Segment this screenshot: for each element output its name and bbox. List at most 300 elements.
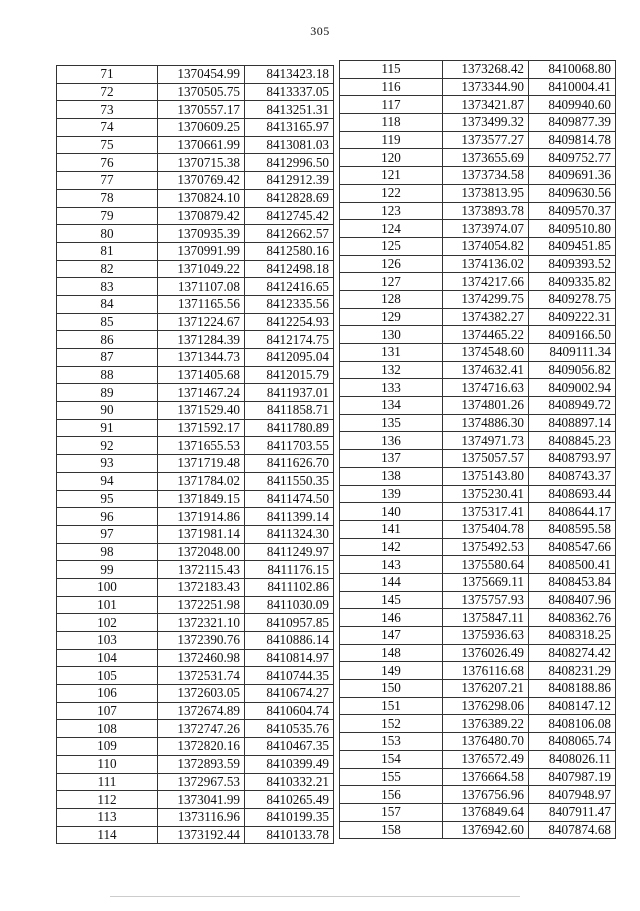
point-number-cell: 87 <box>57 349 158 367</box>
y-coordinate-cell: 8413081.03 <box>245 136 334 154</box>
y-coordinate-cell: 8410133.78 <box>245 826 334 844</box>
table-row <box>340 750 616 768</box>
table-row <box>340 733 616 751</box>
table-row <box>57 525 334 543</box>
point-number-cell: 89 <box>57 384 158 402</box>
point-number-cell: 136 <box>340 432 443 450</box>
table-row <box>340 768 616 786</box>
point-number-cell: 151 <box>340 697 443 715</box>
table-row <box>340 556 616 574</box>
coordinates-table-left-body <box>57 66 334 844</box>
y-coordinate-cell: 8412498.18 <box>245 260 334 278</box>
y-coordinate-cell: 8412335.56 <box>245 295 334 313</box>
point-number-cell: 73 <box>57 101 158 119</box>
x-coordinate-cell: 1371914.86 <box>158 508 245 526</box>
table-row <box>340 715 616 733</box>
scan-artifact-line <box>110 896 520 897</box>
y-coordinate-cell: 8410265.49 <box>245 791 334 809</box>
point-number-cell: 137 <box>340 450 443 468</box>
x-coordinate-cell: 1375669.11 <box>443 573 529 591</box>
y-coordinate-cell: 8410199.35 <box>245 808 334 826</box>
x-coordinate-cell: 1370715.38 <box>158 154 245 172</box>
y-coordinate-cell: 8412095.04 <box>245 349 334 367</box>
table-row <box>340 503 616 521</box>
point-number-cell: 80 <box>57 225 158 243</box>
y-coordinate-cell: 8408318.25 <box>529 627 616 645</box>
table-row <box>340 96 616 114</box>
table-row <box>57 172 334 190</box>
y-coordinate-cell: 8411249.97 <box>245 543 334 561</box>
x-coordinate-cell: 1372048.00 <box>158 543 245 561</box>
point-number-cell: 154 <box>340 750 443 768</box>
point-number-cell: 141 <box>340 520 443 538</box>
y-coordinate-cell: 8408793.97 <box>529 450 616 468</box>
y-coordinate-cell: 8410744.35 <box>245 667 334 685</box>
x-coordinate-cell: 1376942.60 <box>443 821 529 839</box>
y-coordinate-cell: 8408595.58 <box>529 520 616 538</box>
table-row <box>340 131 616 149</box>
table-row <box>57 596 334 614</box>
point-number-cell: 142 <box>340 538 443 556</box>
y-coordinate-cell: 8408065.74 <box>529 733 616 751</box>
y-coordinate-cell: 8410004.41 <box>529 78 616 96</box>
y-coordinate-cell: 8408500.41 <box>529 556 616 574</box>
y-coordinate-cell: 8411030.09 <box>245 596 334 614</box>
y-coordinate-cell: 8408188.86 <box>529 680 616 698</box>
point-number-cell: 93 <box>57 455 158 473</box>
table-row <box>340 61 616 79</box>
point-number-cell: 133 <box>340 379 443 397</box>
point-number-cell: 125 <box>340 237 443 255</box>
point-number-cell: 76 <box>57 154 158 172</box>
table-row <box>57 278 334 296</box>
y-coordinate-cell: 8411858.71 <box>245 402 334 420</box>
x-coordinate-cell: 1374886.30 <box>443 414 529 432</box>
y-coordinate-cell: 8412416.65 <box>245 278 334 296</box>
table-row <box>340 627 616 645</box>
y-coordinate-cell: 8408026.11 <box>529 750 616 768</box>
x-coordinate-cell: 1374217.66 <box>443 273 529 291</box>
point-number-cell: 138 <box>340 467 443 485</box>
x-coordinate-cell: 1372747.26 <box>158 720 245 738</box>
table-row <box>57 685 334 703</box>
table-row <box>57 472 334 490</box>
x-coordinate-cell: 1374054.82 <box>443 237 529 255</box>
point-number-cell: 150 <box>340 680 443 698</box>
table-row <box>57 101 334 119</box>
table-row <box>340 114 616 132</box>
x-coordinate-cell: 1372820.16 <box>158 738 245 756</box>
y-coordinate-cell: 8412580.16 <box>245 242 334 260</box>
table-row <box>340 467 616 485</box>
point-number-cell: 103 <box>57 632 158 650</box>
y-coordinate-cell: 8408845.23 <box>529 432 616 450</box>
x-coordinate-cell: 1371655.53 <box>158 437 245 455</box>
y-coordinate-cell: 8412996.50 <box>245 154 334 172</box>
table-row <box>57 720 334 738</box>
x-coordinate-cell: 1374971.73 <box>443 432 529 450</box>
y-coordinate-cell: 8408644.17 <box>529 503 616 521</box>
x-coordinate-cell: 1370769.42 <box>158 172 245 190</box>
point-number-cell: 131 <box>340 344 443 362</box>
table-row <box>340 290 616 308</box>
table-row <box>57 649 334 667</box>
point-number-cell: 91 <box>57 419 158 437</box>
y-coordinate-cell: 8412745.42 <box>245 207 334 225</box>
y-coordinate-cell: 8410467.35 <box>245 738 334 756</box>
y-coordinate-cell: 8412828.69 <box>245 189 334 207</box>
point-number-cell: 121 <box>340 167 443 185</box>
y-coordinate-cell: 8413423.18 <box>245 66 334 84</box>
y-coordinate-cell: 8411102.86 <box>245 578 334 596</box>
x-coordinate-cell: 1371592.17 <box>158 419 245 437</box>
point-number-cell: 129 <box>340 308 443 326</box>
x-coordinate-cell: 1376298.06 <box>443 697 529 715</box>
point-number-cell: 75 <box>57 136 158 154</box>
point-number-cell: 110 <box>57 755 158 773</box>
y-coordinate-cell: 8409814.78 <box>529 131 616 149</box>
x-coordinate-cell: 1370557.17 <box>158 101 245 119</box>
x-coordinate-cell: 1373192.44 <box>158 826 245 844</box>
y-coordinate-cell: 8408949.72 <box>529 397 616 415</box>
table-row <box>340 397 616 415</box>
x-coordinate-cell: 1373577.27 <box>443 131 529 149</box>
table-row <box>340 432 616 450</box>
y-coordinate-cell: 8410814.97 <box>245 649 334 667</box>
x-coordinate-cell: 1370991.99 <box>158 242 245 260</box>
y-coordinate-cell: 8407987.19 <box>529 768 616 786</box>
x-coordinate-cell: 1372531.74 <box>158 667 245 685</box>
x-coordinate-cell: 1373268.42 <box>443 61 529 79</box>
y-coordinate-cell: 8408106.08 <box>529 715 616 733</box>
point-number-cell: 139 <box>340 485 443 503</box>
point-number-cell: 114 <box>57 826 158 844</box>
y-coordinate-cell: 8411474.50 <box>245 490 334 508</box>
y-coordinate-cell: 8409335.82 <box>529 273 616 291</box>
point-number-cell: 148 <box>340 644 443 662</box>
table-row <box>57 419 334 437</box>
y-coordinate-cell: 8407911.47 <box>529 803 616 821</box>
x-coordinate-cell: 1370609.25 <box>158 119 245 137</box>
point-number-cell: 120 <box>340 149 443 167</box>
x-coordinate-cell: 1372603.05 <box>158 685 245 703</box>
x-coordinate-cell: 1376480.70 <box>443 733 529 751</box>
x-coordinate-cell: 1371284.39 <box>158 331 245 349</box>
table-row <box>340 697 616 715</box>
x-coordinate-cell: 1374136.02 <box>443 255 529 273</box>
point-number-cell: 74 <box>57 119 158 137</box>
x-coordinate-cell: 1370454.99 <box>158 66 245 84</box>
point-number-cell: 134 <box>340 397 443 415</box>
point-number-cell: 130 <box>340 326 443 344</box>
y-coordinate-cell: 8409510.80 <box>529 220 616 238</box>
table-row <box>340 786 616 804</box>
table-row <box>57 136 334 154</box>
point-number-cell: 99 <box>57 561 158 579</box>
table-row <box>340 680 616 698</box>
x-coordinate-cell: 1374632.41 <box>443 361 529 379</box>
point-number-cell: 118 <box>340 114 443 132</box>
table-row <box>340 326 616 344</box>
y-coordinate-cell: 8408693.44 <box>529 485 616 503</box>
x-coordinate-cell: 1374299.75 <box>443 290 529 308</box>
y-coordinate-cell: 8412662.57 <box>245 225 334 243</box>
y-coordinate-cell: 8411176.15 <box>245 561 334 579</box>
y-coordinate-cell: 8412174.75 <box>245 331 334 349</box>
x-coordinate-cell: 1376116.68 <box>443 662 529 680</box>
table-row <box>340 591 616 609</box>
point-number-cell: 115 <box>340 61 443 79</box>
table-row <box>57 543 334 561</box>
point-number-cell: 107 <box>57 702 158 720</box>
x-coordinate-cell: 1373421.87 <box>443 96 529 114</box>
x-coordinate-cell: 1372115.43 <box>158 561 245 579</box>
x-coordinate-cell: 1376756.96 <box>443 786 529 804</box>
table-row <box>57 402 334 420</box>
y-coordinate-cell: 8409278.75 <box>529 290 616 308</box>
y-coordinate-cell: 8409570.37 <box>529 202 616 220</box>
point-number-cell: 113 <box>57 808 158 826</box>
x-coordinate-cell: 1370879.42 <box>158 207 245 225</box>
point-number-cell: 117 <box>340 96 443 114</box>
y-coordinate-cell: 8411937.01 <box>245 384 334 402</box>
x-coordinate-cell: 1375143.80 <box>443 467 529 485</box>
x-coordinate-cell: 1376849.64 <box>443 803 529 821</box>
point-number-cell: 98 <box>57 543 158 561</box>
point-number-cell: 108 <box>57 720 158 738</box>
y-coordinate-cell: 8410604.74 <box>245 702 334 720</box>
y-coordinate-cell: 8409166.50 <box>529 326 616 344</box>
point-number-cell: 132 <box>340 361 443 379</box>
y-coordinate-cell: 8412912.39 <box>245 172 334 190</box>
point-number-cell: 106 <box>57 685 158 703</box>
x-coordinate-cell: 1374716.63 <box>443 379 529 397</box>
x-coordinate-cell: 1370661.99 <box>158 136 245 154</box>
table-row <box>340 644 616 662</box>
point-number-cell: 92 <box>57 437 158 455</box>
table-row <box>340 308 616 326</box>
table-row <box>57 808 334 826</box>
table-row <box>340 220 616 238</box>
table-row <box>340 662 616 680</box>
point-number-cell: 94 <box>57 472 158 490</box>
y-coordinate-cell: 8408897.14 <box>529 414 616 432</box>
x-coordinate-cell: 1375936.63 <box>443 627 529 645</box>
x-coordinate-cell: 1373041.99 <box>158 791 245 809</box>
y-coordinate-cell: 8411780.89 <box>245 419 334 437</box>
x-coordinate-cell: 1370505.75 <box>158 83 245 101</box>
y-coordinate-cell: 8412254.93 <box>245 313 334 331</box>
table-row <box>57 313 334 331</box>
x-coordinate-cell: 1374548.60 <box>443 344 529 362</box>
y-coordinate-cell: 8410535.76 <box>245 720 334 738</box>
table-row <box>57 490 334 508</box>
x-coordinate-cell: 1373499.32 <box>443 114 529 132</box>
point-number-cell: 96 <box>57 508 158 526</box>
table-row <box>340 78 616 96</box>
page-number: 305 <box>310 24 330 38</box>
point-number-cell: 135 <box>340 414 443 432</box>
point-number-cell: 119 <box>340 131 443 149</box>
coordinates-table-right <box>339 60 616 839</box>
x-coordinate-cell: 1376664.58 <box>443 768 529 786</box>
table-row <box>57 667 334 685</box>
point-number-cell: 86 <box>57 331 158 349</box>
x-coordinate-cell: 1372893.59 <box>158 755 245 773</box>
x-coordinate-cell: 1371529.40 <box>158 402 245 420</box>
y-coordinate-cell: 8408274.42 <box>529 644 616 662</box>
x-coordinate-cell: 1373974.07 <box>443 220 529 238</box>
point-number-cell: 79 <box>57 207 158 225</box>
y-coordinate-cell: 8408231.29 <box>529 662 616 680</box>
y-coordinate-cell: 8409222.31 <box>529 308 616 326</box>
x-coordinate-cell: 1373813.95 <box>443 184 529 202</box>
y-coordinate-cell: 8411324.30 <box>245 525 334 543</box>
table-row <box>57 826 334 844</box>
point-number-cell: 111 <box>57 773 158 791</box>
y-coordinate-cell: 8408147.12 <box>529 697 616 715</box>
y-coordinate-cell: 8410332.21 <box>245 773 334 791</box>
x-coordinate-cell: 1375230.41 <box>443 485 529 503</box>
y-coordinate-cell: 8409451.85 <box>529 237 616 255</box>
y-coordinate-cell: 8409877.39 <box>529 114 616 132</box>
y-coordinate-cell: 8407874.68 <box>529 821 616 839</box>
table-row <box>57 242 334 260</box>
x-coordinate-cell: 1372321.10 <box>158 614 245 632</box>
x-coordinate-cell: 1371344.73 <box>158 349 245 367</box>
x-coordinate-cell: 1373344.90 <box>443 78 529 96</box>
x-coordinate-cell: 1374465.22 <box>443 326 529 344</box>
x-coordinate-cell: 1375847.11 <box>443 609 529 627</box>
table-row <box>340 344 616 362</box>
point-number-cell: 84 <box>57 295 158 313</box>
table-row <box>340 255 616 273</box>
y-coordinate-cell: 8411399.14 <box>245 508 334 526</box>
point-number-cell: 143 <box>340 556 443 574</box>
point-number-cell: 123 <box>340 202 443 220</box>
point-number-cell: 153 <box>340 733 443 751</box>
x-coordinate-cell: 1376572.49 <box>443 750 529 768</box>
x-coordinate-cell: 1370824.10 <box>158 189 245 207</box>
point-number-cell: 140 <box>340 503 443 521</box>
point-number-cell: 104 <box>57 649 158 667</box>
x-coordinate-cell: 1375404.78 <box>443 520 529 538</box>
point-number-cell: 109 <box>57 738 158 756</box>
y-coordinate-cell: 8409940.60 <box>529 96 616 114</box>
table-row <box>57 437 334 455</box>
x-coordinate-cell: 1372251.98 <box>158 596 245 614</box>
y-coordinate-cell: 8411703.55 <box>245 437 334 455</box>
table-row <box>340 202 616 220</box>
table-row <box>57 791 334 809</box>
point-number-cell: 145 <box>340 591 443 609</box>
table-row <box>57 561 334 579</box>
coordinates-table-right-body <box>340 61 616 839</box>
point-number-cell: 126 <box>340 255 443 273</box>
point-number-cell: 144 <box>340 573 443 591</box>
point-number-cell: 71 <box>57 66 158 84</box>
x-coordinate-cell: 1373734.58 <box>443 167 529 185</box>
point-number-cell: 116 <box>340 78 443 96</box>
point-number-cell: 85 <box>57 313 158 331</box>
x-coordinate-cell: 1371467.24 <box>158 384 245 402</box>
table-row <box>340 184 616 202</box>
table-row <box>57 331 334 349</box>
table-row <box>57 773 334 791</box>
point-number-cell: 100 <box>57 578 158 596</box>
y-coordinate-cell: 8407948.97 <box>529 786 616 804</box>
table-row <box>340 538 616 556</box>
x-coordinate-cell: 1374801.26 <box>443 397 529 415</box>
x-coordinate-cell: 1376026.49 <box>443 644 529 662</box>
x-coordinate-cell: 1372390.76 <box>158 632 245 650</box>
point-number-cell: 72 <box>57 83 158 101</box>
y-coordinate-cell: 8413251.31 <box>245 101 334 119</box>
y-coordinate-cell: 8410068.80 <box>529 61 616 79</box>
point-number-cell: 158 <box>340 821 443 839</box>
table-row <box>57 349 334 367</box>
table-row <box>340 573 616 591</box>
point-number-cell: 149 <box>340 662 443 680</box>
table-row <box>340 485 616 503</box>
y-coordinate-cell: 8413165.97 <box>245 119 334 137</box>
point-number-cell: 95 <box>57 490 158 508</box>
x-coordinate-cell: 1371849.15 <box>158 490 245 508</box>
table-row <box>57 83 334 101</box>
x-coordinate-cell: 1370935.39 <box>158 225 245 243</box>
table-row <box>57 154 334 172</box>
y-coordinate-cell: 8412015.79 <box>245 366 334 384</box>
table-row <box>57 295 334 313</box>
table-row <box>57 455 334 473</box>
x-coordinate-cell: 1371224.67 <box>158 313 245 331</box>
x-coordinate-cell: 1375580.64 <box>443 556 529 574</box>
table-row <box>340 803 616 821</box>
table-row <box>340 414 616 432</box>
table-row <box>340 167 616 185</box>
table-row <box>340 273 616 291</box>
point-number-cell: 81 <box>57 242 158 260</box>
y-coordinate-cell: 8409393.52 <box>529 255 616 273</box>
x-coordinate-cell: 1375492.53 <box>443 538 529 556</box>
point-number-cell: 105 <box>57 667 158 685</box>
point-number-cell: 122 <box>340 184 443 202</box>
table-row <box>57 755 334 773</box>
table-row <box>57 225 334 243</box>
x-coordinate-cell: 1373116.96 <box>158 808 245 826</box>
table-row <box>57 614 334 632</box>
x-coordinate-cell: 1371049.22 <box>158 260 245 278</box>
point-number-cell: 128 <box>340 290 443 308</box>
y-coordinate-cell: 8410399.49 <box>245 755 334 773</box>
y-coordinate-cell: 8410674.27 <box>245 685 334 703</box>
point-number-cell: 112 <box>57 791 158 809</box>
x-coordinate-cell: 1372460.98 <box>158 649 245 667</box>
y-coordinate-cell: 8408362.76 <box>529 609 616 627</box>
point-number-cell: 88 <box>57 366 158 384</box>
y-coordinate-cell: 8410957.85 <box>245 614 334 632</box>
y-coordinate-cell: 8408453.84 <box>529 573 616 591</box>
y-coordinate-cell: 8411550.35 <box>245 472 334 490</box>
point-number-cell: 90 <box>57 402 158 420</box>
y-coordinate-cell: 8411626.70 <box>245 455 334 473</box>
point-number-cell: 102 <box>57 614 158 632</box>
table-row <box>57 508 334 526</box>
y-coordinate-cell: 8410886.14 <box>245 632 334 650</box>
x-coordinate-cell: 1375317.41 <box>443 503 529 521</box>
table-row <box>340 361 616 379</box>
point-number-cell: 97 <box>57 525 158 543</box>
